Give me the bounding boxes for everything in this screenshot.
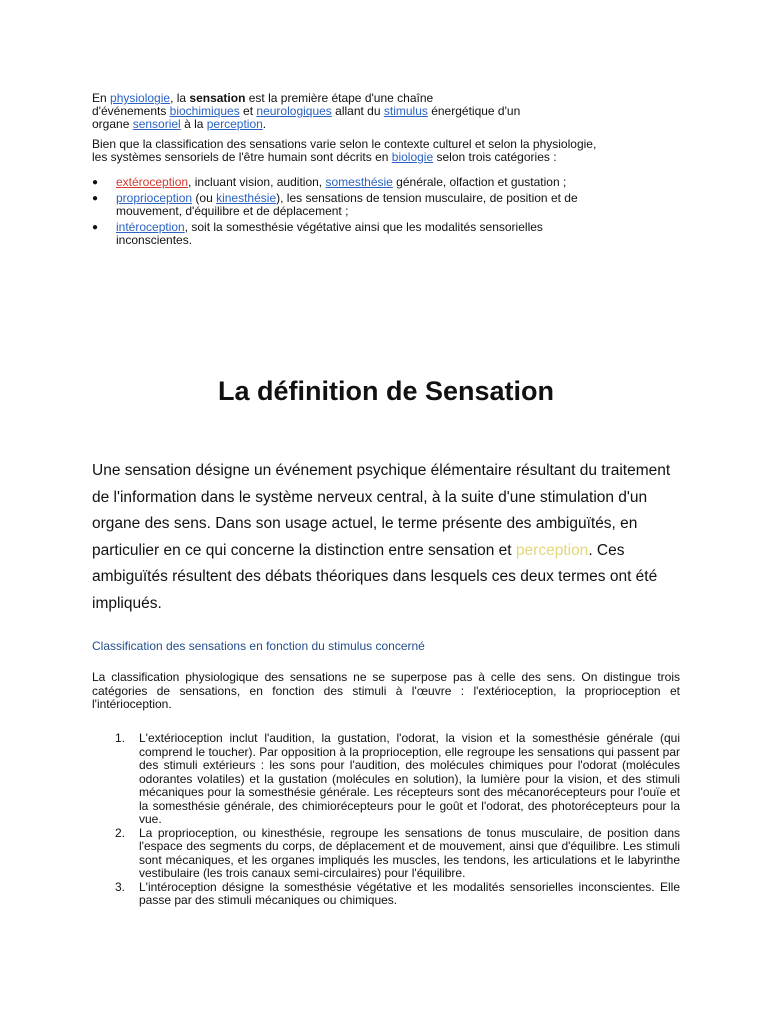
text-run: . — [262, 117, 267, 131]
list-item — [92, 881, 680, 908]
list-item — [92, 827, 680, 881]
text-run: allant du — [331, 104, 384, 118]
text-run: générale, olfaction et gustation ; — [392, 175, 567, 189]
details-list — [92, 732, 680, 908]
text-run: L'extérioception inclut l'audition, la gustation, l'odorat, la vision et la somesthésie générale (qui comprend le toucher). Par opposition à la proprioception, elle regroupe les sensations qui passent par des stimuli extérieurs : les sons pour l'audition, des molécules chimiques pour l'odorat (molécules odorantes volatiles) et la gustation (molécules en solution), la lumière pour la vision, et des stimuli mécaniques pour la somesthésie générale. Les récepteurs sont des mécanorécepteurs pour l'ouïe et la somesthésie générale, des chimiorécepteurs pour le goût et l'odorat, des photorécepteurs pour la vue. — [139, 731, 680, 826]
bullet-icon: ● — [92, 222, 99, 233]
text-run: . Ces ambiguïtés résultent des débats théoriques dans lesquels ces deux termes ont été impliqués. — [92, 541, 658, 612]
text-run: les systèmes sensoriels de l'être humain sont décrits en — [92, 150, 392, 164]
link-sensoriel[interactable]: sensoriel — [132, 117, 181, 131]
text-run: inconscientes. — [116, 233, 193, 247]
text-run: est la première étape d'une chaîne — [245, 91, 434, 105]
list-item — [92, 221, 680, 247]
text-run: énergétique d'un — [427, 104, 521, 118]
link-proprioception[interactable]: proprioception — [116, 191, 193, 205]
link-neurologiques[interactable]: neurologiques — [256, 104, 332, 118]
bold-sensation: sensation — [189, 91, 246, 105]
text-run: Une sensation désigne un événement psychique élémentaire résultant du traitement de l'information dans le système nerveux central, à la suite d'une stimulation d'un organe des sens. Dans son usage actuel, le terme présente des ambiguïtés, en particulier en ce qui concerne la distinction entre sensation et — [92, 462, 671, 559]
text-run: ), les sensations de tension musculaire, de position et de — [276, 191, 578, 205]
list-number: 3. — [115, 879, 126, 894]
text-run: La proprioception, ou kinesthésie, regroupe les sensations de tonus musculaire, de position dans l'espace des segments du corps, de déplacement et de mouvement, ainsi que d'équilibre. Les stimuli sont mécaniques, et les organes impliqués les muscles, les tendons, les articulations et le labyrinthe vestibulaire (les trois canaux semi-circulaires) pour l'équilibre. — [139, 825, 680, 880]
text-run: , la — [170, 91, 190, 105]
page-title: La définition de Sensation — [217, 376, 555, 406]
list-item — [92, 732, 680, 827]
link-physiologie[interactable]: physiologie — [110, 91, 171, 105]
link-biochimiques[interactable]: biochimiques — [169, 104, 240, 118]
list-number: 1. — [115, 731, 126, 745]
section-subheading: Classification des sensations en fonction du stimulus concerné — [92, 639, 425, 653]
link-stimulus[interactable]: stimulus — [383, 104, 428, 118]
definition-paragraph — [92, 458, 680, 617]
link-interoception[interactable]: intéroception — [116, 220, 185, 234]
link-perception-pale[interactable]: perception — [515, 541, 589, 559]
text-run: Bien que la classification des sensations varie selon le contexte culturel et selon la physiologie, — [92, 137, 597, 151]
text-run: L'intéroception désigne la somesthésie végétative et les modalités sensorielles inconscientes. Elle passe par des stimuli mécaniques ou chimiques. — [139, 879, 680, 907]
intro-paragraph-1 — [92, 92, 680, 131]
text-run: , soit la somesthésie végétative ainsi que les modalités sensorielles — [184, 220, 543, 234]
text-run: à la — [180, 117, 207, 131]
text-run: d'événements — [92, 104, 170, 118]
text-run: mouvement, d'équilibre et de déplacement ; — [116, 204, 349, 218]
list-number: 2. — [115, 825, 126, 840]
text-run: (ou — [192, 191, 217, 205]
text-run: et — [239, 104, 257, 118]
link-exteroception[interactable]: extéroception — [116, 175, 189, 189]
classification-paragraph: La classification physiologique des sensations ne se superpose pas à celle des sens. On distingue trois catégories de sensations, en fonction des stimuli à l'œuvre : l'extérioception, la proprioception et l'intérioception. — [92, 670, 680, 711]
intro-paragraph-2 — [92, 138, 680, 164]
link-somesthesie[interactable]: somesthésie — [325, 175, 393, 189]
intro-section — [92, 92, 680, 250]
categories-list — [92, 176, 680, 247]
text-run: selon trois catégories : — [433, 150, 557, 164]
text-run: , incluant vision, audition, — [188, 175, 326, 189]
bullet-icon: ● — [92, 177, 99, 188]
text-run: En — [92, 91, 111, 105]
list-item — [92, 176, 680, 189]
text-run: organe — [92, 117, 133, 131]
list-item — [92, 192, 680, 218]
link-biologie[interactable]: biologie — [391, 150, 434, 164]
bullet-icon: ● — [92, 193, 99, 204]
link-perception[interactable]: perception — [206, 117, 263, 131]
link-kinesthesie[interactable]: kinesthésie — [216, 191, 277, 205]
